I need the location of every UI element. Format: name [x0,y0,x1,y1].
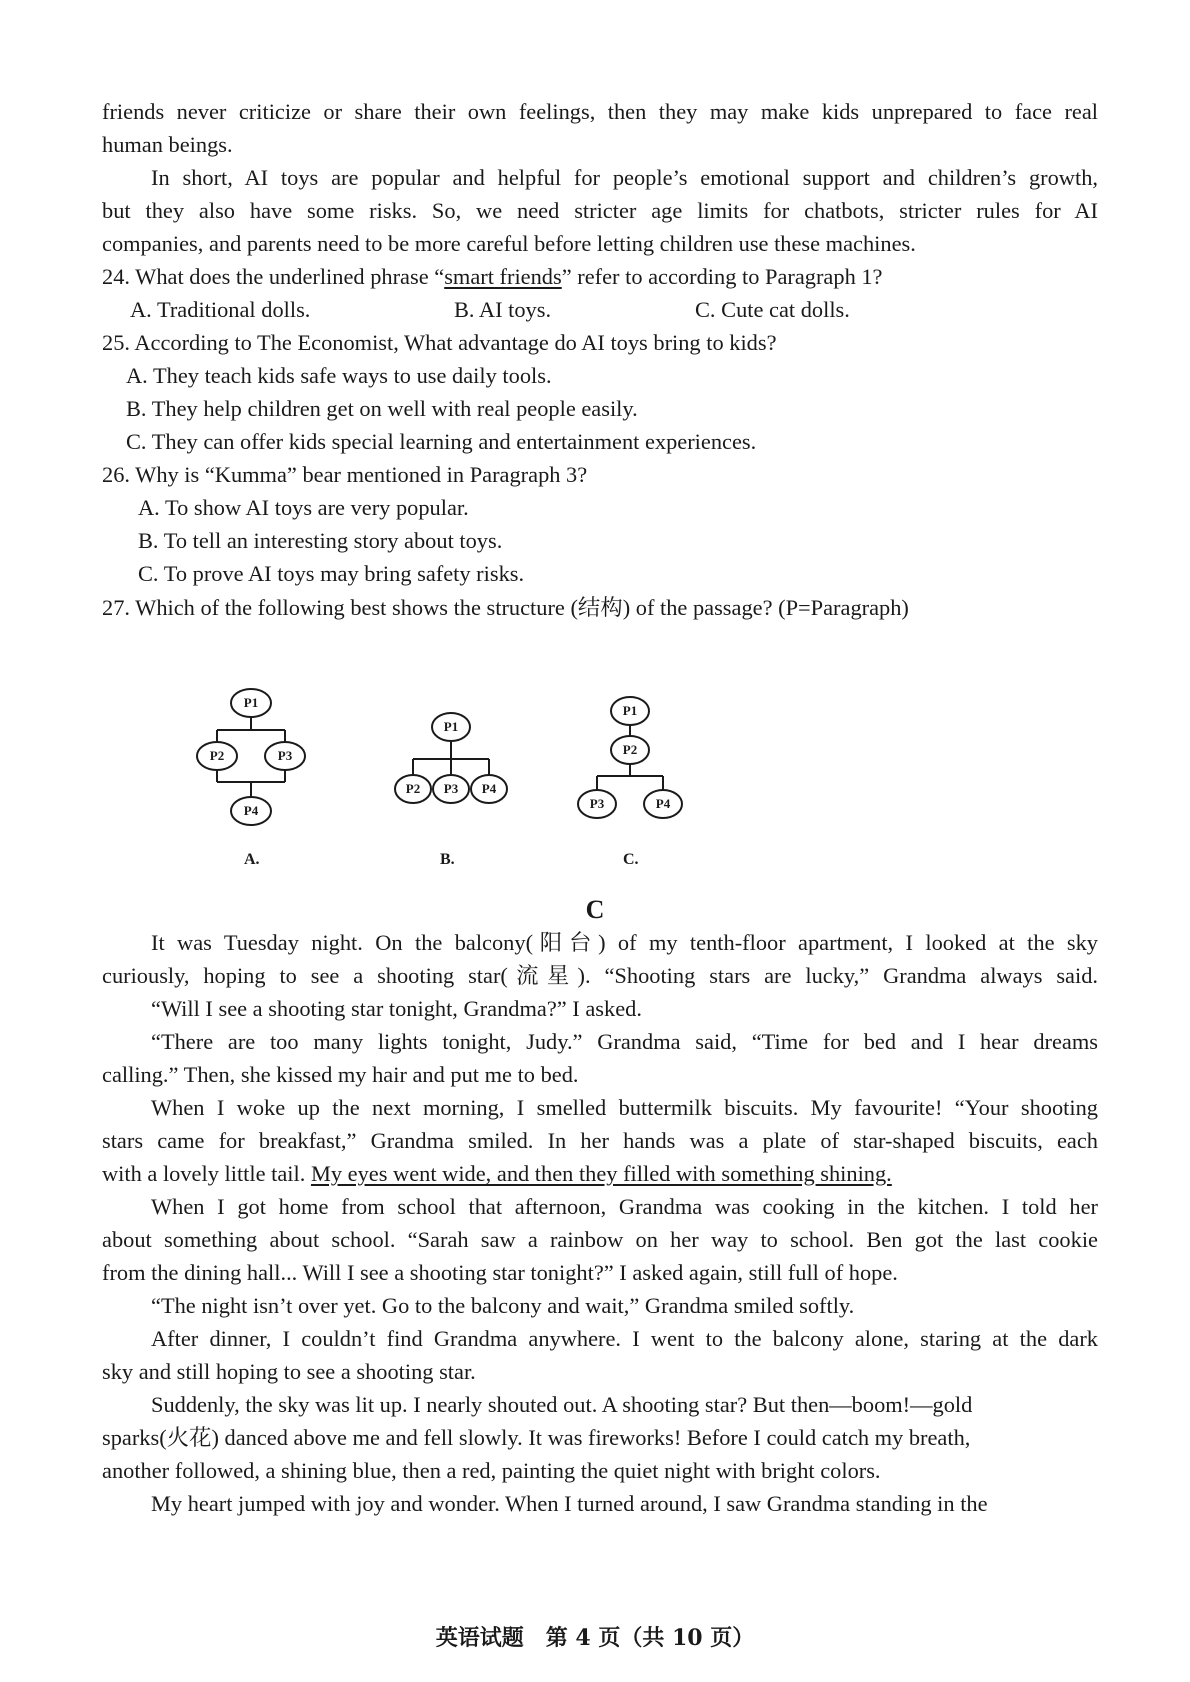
question-27-stem: 27. Which of the following best shows the structure (结构) of the passage? (P=Paragraph) [102,595,909,620]
passage-c-line: My heart jumped with joy and wonder. When I turned around, I saw Grandma standing in the [151,1491,988,1516]
node-p4: P4 [481,781,497,796]
passage-b-line: friends never criticize or share their own feelings, then they may make kids unprepared to face real [102,99,1098,124]
q26-option-b[interactable]: B. To tell an interesting story about toys. [138,528,503,553]
node-p3: P3 [443,781,459,796]
node-p1: P1 [243,695,259,710]
passage-c-line: from the dining hall... Will I see a shooting star tonight?” I asked again, still full of hope. [102,1260,898,1285]
diagram-c-label: C. [623,851,639,868]
passage-c-line: sparks(火花) danced above me and fell slowly. It was fireworks! Before I could catch my breath, [102,1425,971,1450]
node-p2: P2 [209,748,225,763]
passage-c-line: When I got home from school that afternoon, Grandma was cooking in the kitchen. I told her [151,1194,1098,1219]
structure-diagram-c[interactable] [580,698,690,833]
node-p4: P4 [655,796,671,811]
node-p2: P2 [405,781,421,796]
q25-option-b[interactable]: B. They help children get on well with real people easily. [126,396,638,421]
node-p3: P3 [277,748,293,763]
conclusion-line: but they also have some risks. So, we need stricter age limits for chatbots, stricter rules for AI [102,198,1098,223]
passage-c-line: “There are too many lights tonight, Judy.” Grandma said, “Time for bed and I hear dreams [151,1029,1098,1054]
structure-diagram-b[interactable] [395,714,515,814]
passage-c-line: It was Tuesday night. On the balcony(阳台) of my tenth-floor apartment, I looked at the sky [151,930,1098,955]
question-25-stem: 25. According to The Economist, What advantage do AI toys bring to kids? [102,330,777,355]
node-p3: P3 [589,796,605,811]
diagram-a-label: A. [244,851,260,868]
passage-c-line: sky and still hoping to see a shooting star. [102,1359,476,1384]
node-p4: P4 [243,803,259,818]
passage-c-line: stars came for breakfast,” Grandma smiled. In her hands was a plate of star-shaped biscuits, each [102,1128,1098,1153]
q26-option-c[interactable]: C. To prove AI toys may bring safety risks. [138,561,525,586]
passage-c-line: When I woke up the next morning, I smelled buttermilk biscuits. My favourite! “Your shooting [151,1095,1098,1120]
node-p2: P2 [622,742,638,757]
passage-c-line: calling.” Then, she kissed my hair and put me to bed. [102,1062,579,1087]
conclusion-line: companies, and parents need to be more careful before letting children use these machines. [102,231,916,256]
underlined-phrase: smart friends [444,264,562,289]
q26-option-a[interactable]: A. To show AI toys are very popular. [138,495,469,520]
passage-b-line: human beings. [102,132,233,157]
page-footer: 英语试题 第 4 页（共 10 页） [435,1625,755,1651]
q25-option-c[interactable]: C. They can offer kids special learning and entertainment experiences. [126,429,757,454]
q25-option-a[interactable]: A. They teach kids safe ways to use daily tools. [126,363,552,388]
question-26-stem: 26. Why is “Kumma” bear mentioned in Paragraph 3? [102,462,588,487]
conclusion-line: In short, AI toys are popular and helpful for people’s emotional support and children’s growth, [151,165,1098,190]
q24-option-b[interactable]: B. AI toys. [454,297,552,322]
section-c-heading: C [585,895,605,924]
passage-c-line: “The night isn’t over yet. Go to the balcony and wait,” Grandma smiled softly. [151,1293,855,1318]
underlined-sentence: My eyes went wide, and then they filled with something shining. [310,1161,892,1186]
diagram-b-label: B. [440,851,455,868]
question-24-stem: 24. What does the underlined phrase “smart friends” refer to according to Paragraph 1? [102,264,883,289]
passage-c-line: Suddenly, the sky was lit up. I nearly shouted out. A shooting star? But then—boom!—gold [151,1392,973,1417]
structure-diagram-a[interactable] [195,690,315,840]
passage-c-line: curiously, hoping to see a shooting star(流星). “Shooting stars are lucky,” Grandma always said. [102,963,1098,988]
node-p1: P1 [443,719,459,734]
node-p1: P1 [622,703,638,718]
passage-c-line: After dinner, I couldn’t find Grandma anywhere. I went to the balcony alone, staring at the dark [151,1326,1098,1351]
passage-c-line: about something about school. “Sarah saw a rainbow on her way to school. Ben got the last cookie [102,1227,1098,1252]
passage-c-line: with a lovely little tail. My eyes went wide, and then they filled with something shining. [102,1161,892,1186]
passage-c-line: “Will I see a shooting star tonight, Grandma?” I asked. [151,996,642,1021]
q24-option-c[interactable]: C. Cute cat dolls. [695,297,850,322]
passage-c-line: another followed, a shining blue, then a red, painting the quiet night with bright colors. [102,1458,881,1483]
q24-option-a[interactable]: A. Traditional dolls. [130,297,311,322]
